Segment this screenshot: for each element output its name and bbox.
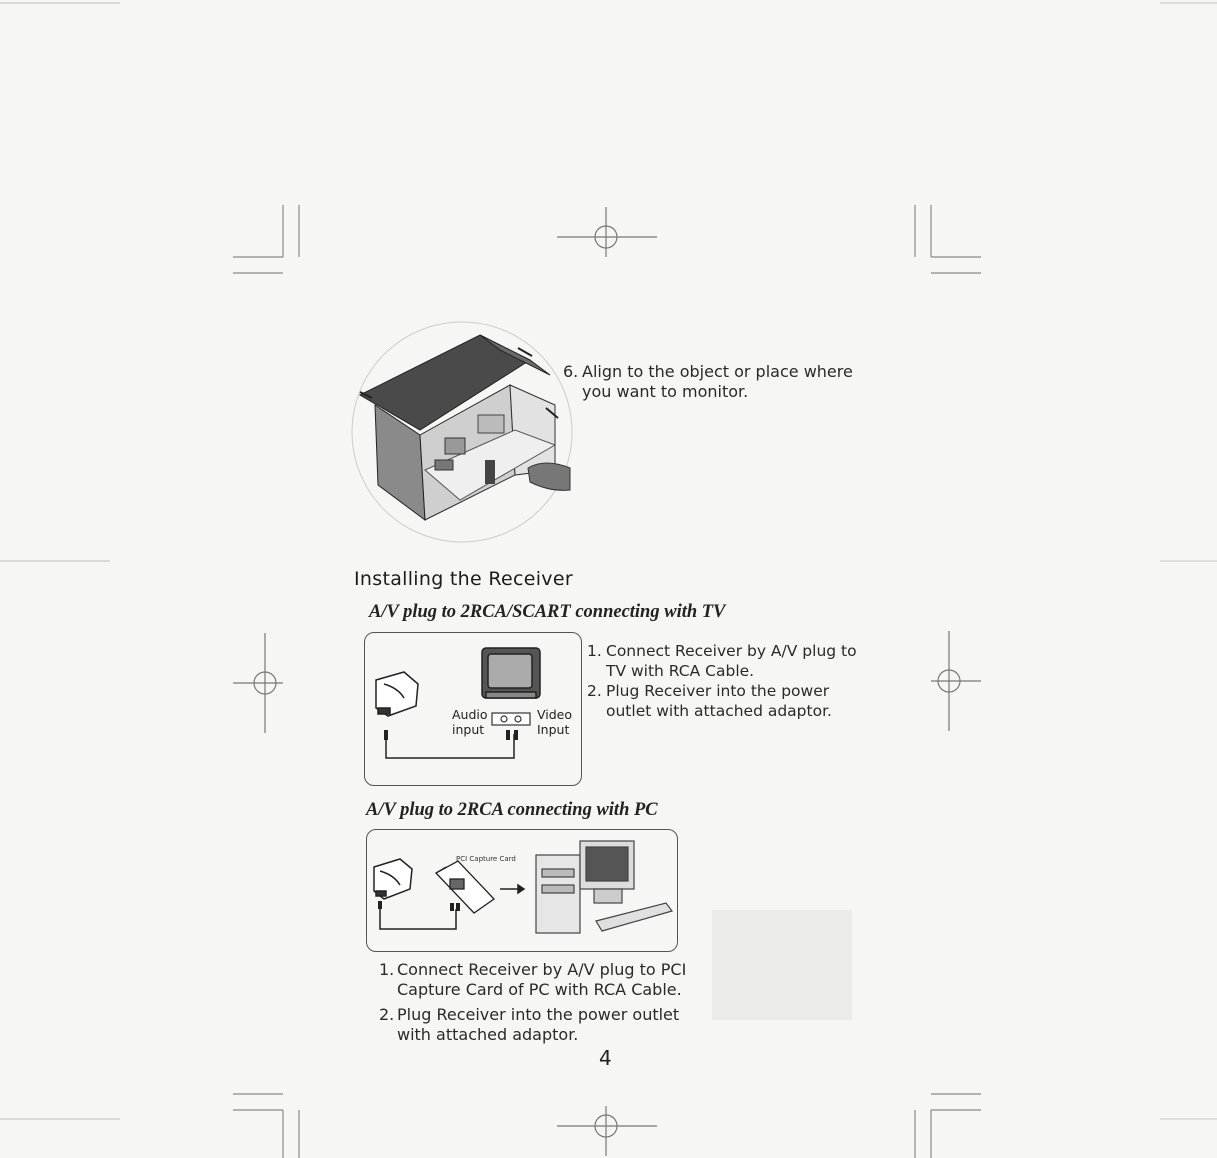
section-title: Installing the Receiver: [354, 568, 573, 590]
step-number: 2.: [587, 682, 602, 700]
step-line-2: you want to monitor.: [582, 382, 749, 401]
step-number: 6.: [563, 362, 579, 381]
step-number: 1.: [379, 960, 395, 979]
step-line-1: Connect Receiver by A/V plug to: [606, 642, 857, 660]
arrow-right-icon: [500, 885, 524, 893]
step-line-2: TV with RCA Cable.: [606, 662, 755, 680]
pc-section-subtitle: A/V plug to 2RCA connecting with PC: [366, 800, 658, 820]
step-number: 2.: [379, 1005, 395, 1024]
list-item: [587, 681, 857, 701]
video-label: Video: [537, 707, 573, 722]
pci-capture-card-label: PCI Capture Card: [456, 855, 516, 863]
rca-cable: [386, 734, 514, 758]
pc-connection-drawing: [366, 829, 678, 952]
list-item: [379, 960, 686, 980]
registration-mark-right: [931, 631, 981, 731]
rca-plug-icon: [384, 730, 518, 740]
page-number: 4: [599, 1046, 612, 1070]
pci-capture-card-icon: [436, 861, 494, 913]
step-number: 1.: [587, 642, 602, 660]
desktop-computer-icon: [536, 841, 672, 933]
audio-input-label: [452, 707, 488, 737]
tv-section-subtitle: A/V plug to 2RCA/SCART connecting with TV: [369, 602, 726, 622]
rca-cable: [380, 903, 456, 929]
pc-steps-list: [379, 960, 686, 1045]
step-line-2: with attached adaptor.: [397, 1025, 579, 1044]
registration-mark-bottom: [557, 1106, 657, 1156]
step-6-text: [563, 362, 853, 402]
receiver-device-icon: [376, 672, 418, 716]
step-line-2: Capture Card of PC with RCA Cable.: [397, 980, 682, 999]
video-input-label: [537, 707, 572, 737]
rca-plug-icon: [378, 901, 460, 911]
step-line-1: Plug Receiver into the power: [606, 682, 830, 700]
video-input-text: Input: [537, 722, 570, 737]
list-item: [587, 641, 857, 661]
receiver-device-icon: [374, 859, 412, 899]
step-line-1: Plug Receiver into the power outlet: [397, 1005, 680, 1024]
registration-mark-left: [233, 633, 283, 733]
step-line-1: Connect Receiver by A/V plug to PCI: [397, 960, 687, 979]
step-line-1: Align to the object or place where: [582, 362, 853, 381]
house-cutaway-illustration: [350, 320, 580, 548]
audio-input-text: input: [452, 722, 485, 737]
step-line-2: outlet with attached adaptor.: [606, 702, 832, 720]
list-item: [379, 1005, 686, 1025]
tv-icon: [482, 648, 540, 698]
registration-mark-top: [557, 207, 657, 257]
tv-steps-list: [587, 641, 857, 721]
rca-input-panel: [492, 713, 530, 725]
audio-label: Audio: [452, 707, 488, 722]
